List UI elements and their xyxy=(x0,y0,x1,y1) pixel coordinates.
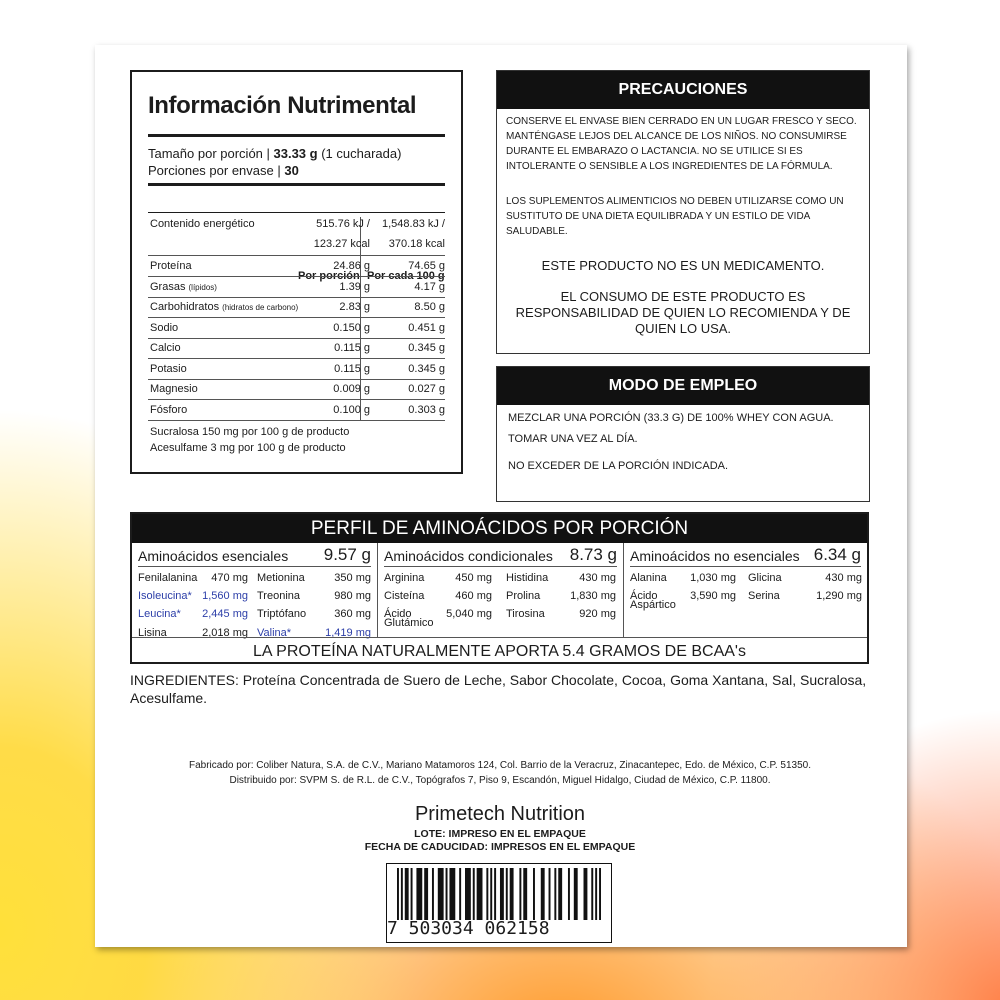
barcode-bar xyxy=(405,868,409,920)
amino-name-text: Valina* xyxy=(257,627,292,639)
amino-row xyxy=(257,606,371,623)
amino-name xyxy=(630,572,667,584)
sweetener-note: Acesulfame 3 mg por 100 g de producto xyxy=(150,442,346,454)
amino-row xyxy=(506,606,616,623)
amino-value: 2,445 mg xyxy=(202,608,248,620)
ingredients: INGREDIENTES: Proteína Concentrada de Suero de Leche, Sabor Chocolate, Cocoa, Goma Xantana, Sal, Sucralosa, Acesulfame. xyxy=(130,672,867,706)
nutrient-value-serving: 0.115 g xyxy=(334,342,370,354)
nutrient-value-serving: 24.86 g xyxy=(333,260,370,272)
distributor: Distribuido por: SVPM S. de R.L. de C.V., Topógrafos 7, Piso 9, Escandón, Miguel Hidalgo, Ciudad de México, C.P. 11800. xyxy=(229,775,771,786)
servings-label: Porciones por envase | xyxy=(148,163,285,178)
precautions-box xyxy=(496,70,870,354)
nonessential-amino-column xyxy=(624,543,867,637)
amino-row xyxy=(138,588,248,605)
column-name: Aminoácidos esenciales xyxy=(138,548,289,564)
nutrient-row xyxy=(148,256,445,277)
amino-row xyxy=(748,570,862,587)
nutrient-row xyxy=(148,318,445,339)
nutrient-label xyxy=(150,260,192,272)
amino-name-text: Triptófano xyxy=(257,608,307,620)
nutrient-note: (hidratos de carbono) xyxy=(222,303,299,312)
nutrient-row xyxy=(148,379,445,400)
nutrient-value-100g: 74.65 g xyxy=(408,260,445,272)
amino-value: 920 mg xyxy=(579,608,616,620)
amino-row xyxy=(257,570,371,587)
column-name: Aminoácidos no esenciales xyxy=(630,548,800,564)
nutrient-name: Fósforo xyxy=(150,403,188,416)
amino-value: 360 mg xyxy=(334,608,371,620)
nutrient-value-serving: 0.009 g xyxy=(333,383,370,395)
nutrient-name: Sodio xyxy=(150,321,179,334)
amino-name-text: Ácido xyxy=(384,608,412,620)
divider xyxy=(148,212,445,213)
barcode-bar xyxy=(397,868,399,920)
not-medicine-note: ESTE PRODUCTO NO ES UN MEDICAMENTO. xyxy=(541,258,825,273)
barcode-bars xyxy=(397,868,601,920)
amino-name xyxy=(748,590,780,602)
amino-value: 430 mg xyxy=(579,572,616,584)
barcode-bar xyxy=(574,868,578,920)
usage-text: MEZCLAR UNA PORCIÓN (33.3 G) DE 100% WHEY CON AGUA. xyxy=(508,412,834,424)
usage-text: NO EXCEDER DE LA PORCIÓN INDICADA. xyxy=(508,460,729,472)
column-header-per-100g: Por cada 100 g xyxy=(367,270,445,282)
amino-name xyxy=(138,590,192,602)
nutrient-name: Grasas xyxy=(150,280,189,293)
barcode-bar xyxy=(424,868,428,920)
amino-row xyxy=(506,570,616,587)
nutrient-row xyxy=(148,277,445,298)
nutrient-value-serving: 0.150 g xyxy=(333,321,370,334)
barcode-bar xyxy=(459,868,461,920)
amino-row xyxy=(630,570,736,587)
divider xyxy=(148,183,445,186)
amino-name-text: Arginina xyxy=(384,572,425,584)
amino-value: 980 mg xyxy=(334,590,371,602)
barcode-bar xyxy=(477,868,483,920)
amino-name-text: Isoleucina* xyxy=(138,590,192,602)
nutrient-value-serving: 515.76 kJ / xyxy=(316,218,370,230)
serving-size xyxy=(148,146,401,161)
nutrient-value-100g: 0.451 g xyxy=(408,321,445,334)
nutrient-value-100g: 0.345 g xyxy=(408,342,445,354)
serving-size-value: 33.33 g xyxy=(273,146,318,161)
precautions-text: LOS SUPLEMENTOS ALIMENTICIOS NO DEBEN UTILIZARSE COMO UN SUSTITUTO DE UNA DIETA EQUILIBRADA Y UN ESTILO DE VIDA SALUDABLE. xyxy=(506,196,844,237)
amino-name xyxy=(384,572,424,584)
servings-value: 30 xyxy=(284,163,299,178)
nutrient-label: Contenido energético xyxy=(150,218,255,230)
amino-value: 460 mg xyxy=(455,590,492,602)
barcode-bar xyxy=(465,868,471,920)
barcode-bar xyxy=(449,868,455,920)
nutrient-note: (lípidos) xyxy=(188,282,217,292)
barcode-bar xyxy=(416,868,422,920)
lot-info: LOTE: IMPRESO EN EL EMPAQUE xyxy=(414,828,586,840)
usage-text: TOMAR UNA VEZ AL DÍA. xyxy=(508,433,638,445)
conditional-amino-column xyxy=(378,543,624,637)
barcode-bar xyxy=(494,868,496,920)
amino-name xyxy=(506,608,545,620)
nutrient-value-100g: 0.345 g xyxy=(408,362,445,375)
barcode-bar xyxy=(446,868,448,920)
nutrient-name: Carbohidratos xyxy=(150,301,223,313)
responsibility-note: EL CONSUMO DE ESTE PRODUCTO ES RESPONSABILIDAD DE QUIEN LO RECOMIENDA Y DE QUIEN LO USA. xyxy=(515,289,851,336)
amino-row xyxy=(138,606,248,623)
nutrient-label xyxy=(150,383,198,395)
barcode-bar xyxy=(500,868,504,920)
barcode-bar xyxy=(401,868,403,920)
nutrient-value-100g: 8.50 g xyxy=(414,301,445,313)
essential-amino-column xyxy=(132,543,378,637)
column-total: 9.57 g xyxy=(323,545,371,564)
amino-value: 470 mg xyxy=(211,572,248,584)
amino-row xyxy=(257,588,371,605)
amino-name-text: Prolina xyxy=(506,590,541,602)
barcode-bar xyxy=(432,868,434,920)
amino-value: 450 mg xyxy=(455,572,492,584)
divider xyxy=(148,134,445,137)
amino-value: 5,040 mg xyxy=(446,608,492,620)
nutrient-label xyxy=(150,281,217,293)
amino-name-text: Fenilalanina xyxy=(138,572,198,584)
servings-per-container xyxy=(148,163,299,178)
nutrient-label xyxy=(150,363,187,375)
column-header xyxy=(630,545,861,567)
barcode-bar xyxy=(510,868,514,920)
column-header xyxy=(138,545,371,567)
barcode-bar xyxy=(584,868,588,920)
nutrient-value-serving: 123.27 kcal xyxy=(313,238,370,250)
barcode-bar xyxy=(558,868,562,920)
barcode-bar xyxy=(523,868,527,920)
precautions-title: PRECAUCIONES xyxy=(497,71,869,109)
barcode-bar xyxy=(595,868,597,920)
amino-row xyxy=(748,588,862,605)
amino-value: 1,830 mg xyxy=(570,590,616,602)
amino-name xyxy=(257,590,300,602)
amino-name xyxy=(748,572,782,584)
column-header-per-serving: Por porción xyxy=(298,270,360,282)
barcode-number: 7 503034 062158 xyxy=(387,918,550,939)
amino-row xyxy=(138,570,248,587)
amino-name xyxy=(384,608,434,632)
amino-name-text: Glicina xyxy=(748,572,782,584)
amino-name-text: Treonina xyxy=(257,590,301,602)
amino-row xyxy=(630,588,736,611)
barcode-bar xyxy=(486,868,488,920)
amino-value: 350 mg xyxy=(334,572,371,584)
nutrition-title: Información Nutrimental xyxy=(148,92,417,119)
amino-name-text: Leucina* xyxy=(138,608,181,620)
usage-title: MODO DE EMPLEO xyxy=(497,367,869,405)
precautions-text: CONSERVE EL ENVASE BIEN CERRADO EN UN LUGAR FRESCO Y SECO. MANTÉNGASE LEJOS DEL ALCANCE DE LOS NIÑOS. NO CONSUMIRSE DURANTE EL EMBARAZO O LACTANCIA. NO SE UTILICE SI ES INTOLERANTE O SENSIBLE A LOS INGREDIENTES DE LA FÓRMULA. xyxy=(506,116,857,172)
nutrient-row xyxy=(148,400,445,421)
amino-name xyxy=(384,590,424,602)
amino-value: 1,030 mg xyxy=(690,572,736,584)
barcode-bar xyxy=(568,868,570,920)
amino-name-text: Cisteína xyxy=(384,590,425,602)
nutrient-value-serving: 0.115 g xyxy=(334,362,370,375)
nutrient-value-serving: 1.39 g xyxy=(339,280,370,293)
barcode-bar xyxy=(411,868,413,920)
nutrient-name: Proteína xyxy=(150,260,192,272)
barcode-bar xyxy=(541,868,545,920)
amino-value: 3,590 mg xyxy=(690,590,736,602)
column-header xyxy=(384,545,617,567)
nutrient-value-100g: 370.18 kcal xyxy=(388,238,445,250)
barcode xyxy=(386,863,612,943)
serving-size-label: Tamaño por porción | xyxy=(148,146,274,161)
amino-name-text: Tirosina xyxy=(506,608,545,620)
nutrient-row xyxy=(148,338,445,359)
column-total: 6.34 g xyxy=(813,545,861,564)
amino-name xyxy=(257,572,305,584)
amino-name-text: Alanina xyxy=(630,572,667,584)
amino-name-text: Ácido xyxy=(630,590,658,602)
nutrient-name: Potasio xyxy=(150,362,187,375)
amino-name-text: Lisina xyxy=(138,627,167,639)
bcaa-note: LA PROTEÍNA NATURALMENTE APORTA 5.4 GRAMOS DE BCAA's xyxy=(132,637,867,664)
amino-name-text: Glutámico xyxy=(384,617,434,629)
barcode-bar xyxy=(533,868,535,920)
nutrient-value-serving: 2.83 g xyxy=(339,301,370,313)
barcode-bar xyxy=(599,868,601,920)
barcode-bar xyxy=(549,868,551,920)
amino-value: 1,419 mg xyxy=(325,627,371,639)
amino-name xyxy=(138,572,197,584)
brand-name: Primetech Nutrition xyxy=(414,803,586,825)
amino-name-text: Histidina xyxy=(506,572,549,584)
amino-row xyxy=(384,570,492,587)
nutrient-row xyxy=(148,359,445,380)
nutrient-label xyxy=(150,322,178,334)
barcode-bar xyxy=(473,868,475,920)
amino-row xyxy=(384,606,492,629)
amino-name-text: Metionina xyxy=(257,572,305,584)
amino-title: PERFIL DE AMINOÁCIDOS POR PORCIÓN xyxy=(132,514,867,543)
barcode-bar xyxy=(506,868,508,920)
nutrient-row-energy xyxy=(148,214,445,256)
amino-acid-profile xyxy=(130,512,869,664)
amino-value: 2,018 mg xyxy=(202,627,248,639)
amino-name xyxy=(506,590,540,602)
amino-row xyxy=(384,588,492,605)
amino-value: 1,560 mg xyxy=(202,590,248,602)
nutrient-name: Magnesio xyxy=(150,383,198,395)
barcode-bar xyxy=(554,868,556,920)
nutrition-facts-panel xyxy=(130,70,463,474)
nutrient-name: Calcio xyxy=(150,342,181,354)
amino-name xyxy=(257,608,306,620)
sweetener-note: Sucralosa 150 mg por 100 g de producto xyxy=(150,426,350,438)
barcode-bar xyxy=(519,868,521,920)
barcode-bar xyxy=(591,868,593,920)
amino-name xyxy=(138,608,181,620)
usage-box xyxy=(496,366,870,502)
nutrient-value-100g: 4.17 g xyxy=(414,280,445,293)
amino-row xyxy=(506,588,616,605)
amino-value: 430 mg xyxy=(825,572,862,584)
amino-name xyxy=(506,572,548,584)
nutrient-value-100g: 1,548.83 kJ / xyxy=(382,218,445,230)
nutrient-label xyxy=(150,404,187,416)
manufacturer: Fabricado por: Coliber Natura, S.A. de C.V., Mariano Matamoros 124, Col. Barrio de la Veracruz, Zinacantepec, Edo. de México, C.P. 51350. xyxy=(189,760,811,771)
barcode-bar xyxy=(490,868,492,920)
amino-name xyxy=(630,590,676,614)
barcode-bar xyxy=(438,868,444,920)
amino-name-text: Serina xyxy=(748,590,780,602)
nutrient-label xyxy=(150,301,298,313)
nutrient-value-100g: 0.303 g xyxy=(408,403,445,416)
nutrient-label xyxy=(150,342,181,354)
nutrient-value-100g: 0.027 g xyxy=(408,383,445,395)
amino-value: 1,290 mg xyxy=(816,590,862,602)
expiry-info: FECHA DE CADUCIDAD: IMPRESOS EN EL EMPAQUE xyxy=(364,841,636,853)
column-name: Aminoácidos condicionales xyxy=(384,548,553,564)
column-total: 8.73 g xyxy=(569,545,617,564)
amino-name-text: Aspártico xyxy=(630,599,676,611)
nutrient-value-serving: 0.100 g xyxy=(333,403,370,416)
serving-size-extra: (1 cucharada) xyxy=(317,146,402,161)
nutrient-row xyxy=(148,297,445,318)
